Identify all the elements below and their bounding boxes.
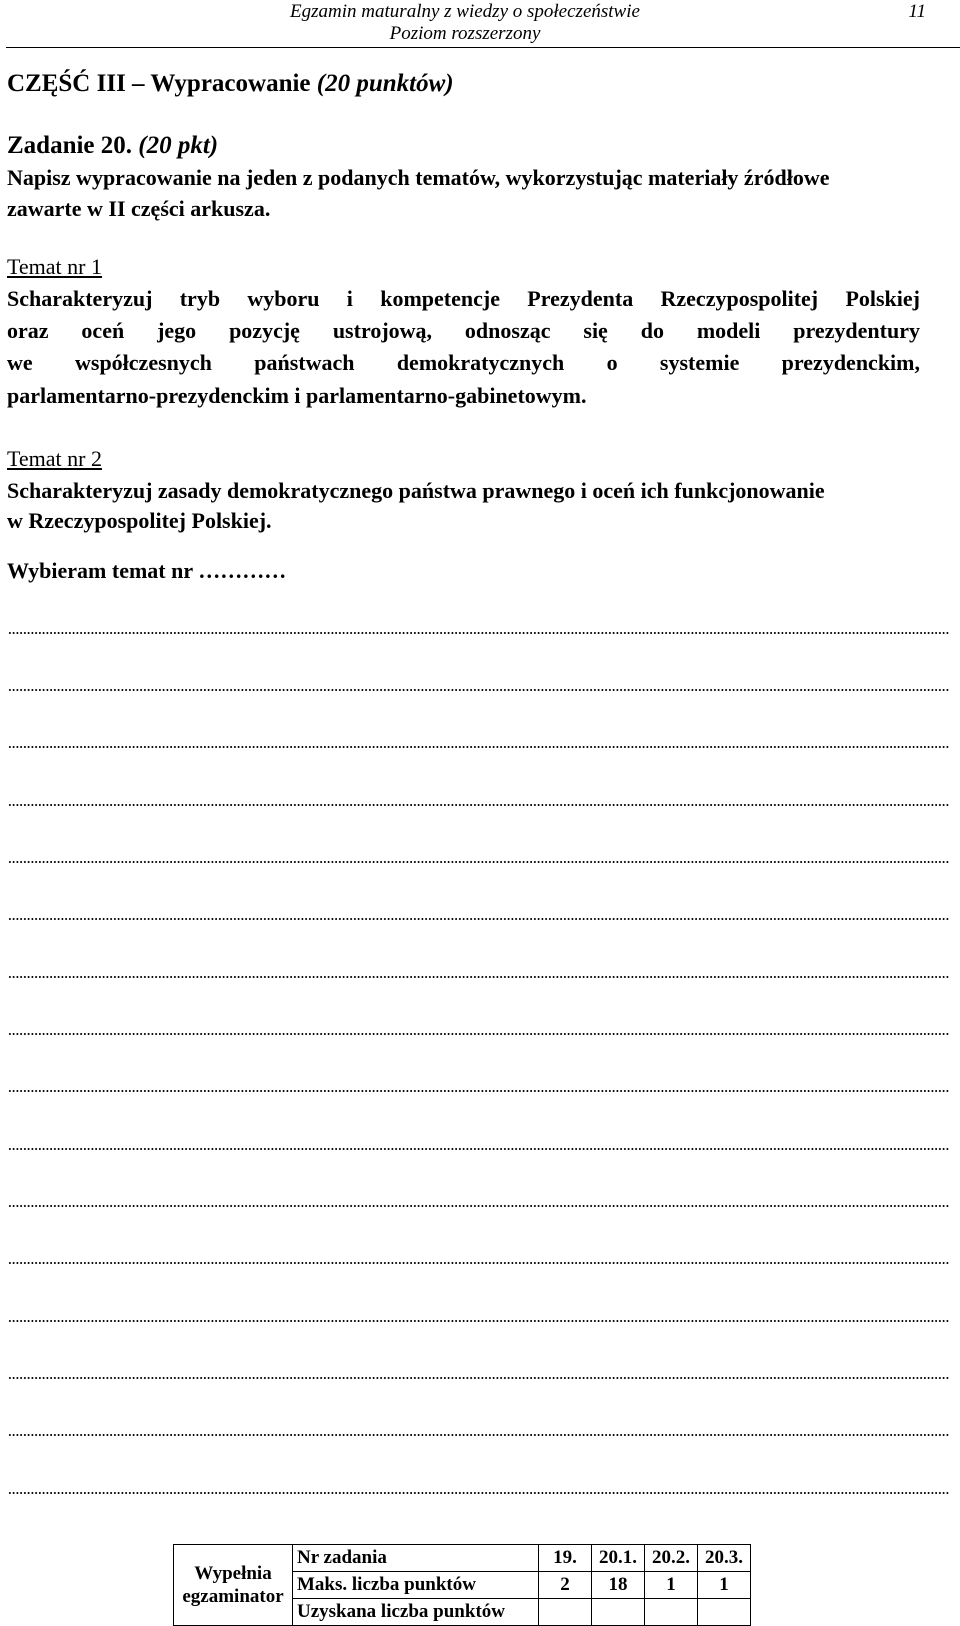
grading-cell: 2	[539, 1572, 592, 1599]
part-points: (20 punktów)	[316, 70, 454, 97]
answer-line[interactable]	[8, 746, 950, 748]
topic-2-line-2: w Rzeczypospolitej Polskiej.	[7, 508, 272, 533]
grading-cell: 18	[592, 1572, 645, 1599]
task-instruction-line-1: Napisz wypracowanie na jeden z podanych tematów, wykorzystując materiały źródłowe	[7, 165, 830, 190]
grading-cell: 19.	[539, 1545, 592, 1572]
answer-line[interactable]	[8, 1148, 950, 1150]
grading-score-input[interactable]	[698, 1599, 751, 1626]
grading-cell: 20.1.	[592, 1545, 645, 1572]
grading-row-label: Nr zadania	[293, 1545, 539, 1572]
topic-choice-label: Wybieram temat nr	[7, 558, 199, 583]
part-label: CZĘŚĆ III – Wypracowanie	[7, 70, 317, 97]
exam-header-title: Egzamin maturalny z wiedzy o społeczeństwie	[290, 1, 640, 22]
task-instruction-line-2: zawarte w II części arkusza.	[7, 196, 271, 221]
answer-line[interactable]	[8, 1492, 950, 1494]
grading-score-input[interactable]	[539, 1599, 592, 1626]
answer-line[interactable]	[8, 632, 950, 634]
topic-1-line-3: we współczesnych państwach demokratycznych o systemie prezydenckim,	[7, 350, 920, 375]
answer-line[interactable]	[8, 976, 950, 978]
answer-line[interactable]	[8, 1033, 950, 1035]
answer-line[interactable]	[8, 1090, 950, 1092]
answer-line[interactable]	[8, 918, 950, 920]
task-points: (20 pkt)	[138, 132, 219, 159]
answer-line[interactable]	[8, 1320, 950, 1322]
answer-line[interactable]	[8, 1377, 950, 1379]
grading-row-label: Uzyskana liczba punktów	[293, 1599, 539, 1626]
answer-line[interactable]	[8, 1434, 950, 1436]
grading-row-task-number	[174, 1545, 751, 1572]
grading-row-label: Maks. liczba punktów	[293, 1572, 539, 1599]
topic-choice-blank[interactable]: …………	[198, 558, 287, 583]
topic-1-line-4: parlamentarno-prezydenckim i parlamentarno-gabinetowym.	[7, 383, 587, 408]
topic-1-line-1: Scharakteryzuj tryb wyboru i kompetencje Prezydenta Rzeczypospolitej Polskiej	[7, 286, 920, 311]
grading-filler-label	[174, 1545, 293, 1626]
grading-cell: 20.2.	[645, 1545, 698, 1572]
answer-line[interactable]	[8, 804, 950, 806]
answer-line[interactable]	[8, 1262, 950, 1264]
grading-cell: 1	[645, 1572, 698, 1599]
answer-line[interactable]	[8, 689, 950, 691]
grading-cell: 20.3.	[698, 1545, 751, 1572]
task-label: Zadanie 20.	[7, 132, 139, 159]
grading-score-input[interactable]	[592, 1599, 645, 1626]
grading-score-input[interactable]	[645, 1599, 698, 1626]
topic-2-line-1: Scharakteryzuj zasady demokratycznego państwa prawnego i oceń ich funkcjonowanie	[7, 478, 825, 503]
topic-2-heading: Temat nr 2	[7, 446, 102, 471]
answer-line[interactable]	[8, 1205, 950, 1207]
topic-1-line-2: oraz oceń jego pozycję ustrojową, odnosząc się do modeli prezydentury	[7, 318, 920, 343]
part-heading	[7, 70, 454, 98]
grading-filler-label-line-2: egzaminator	[182, 1586, 284, 1607]
grading-table	[173, 1544, 751, 1626]
task-heading	[7, 132, 218, 160]
topic-1-heading: Temat nr 1	[7, 254, 102, 279]
topic-choice	[7, 558, 286, 584]
grading-cell: 1	[698, 1572, 751, 1599]
grading-filler-label-line-1: Wypełnia	[194, 1563, 272, 1584]
page-number: 11	[908, 1, 926, 22]
header-rule	[6, 47, 960, 48]
answer-line[interactable]	[8, 861, 950, 863]
exam-header-subtitle: Poziom rozszerzony	[389, 23, 541, 44]
